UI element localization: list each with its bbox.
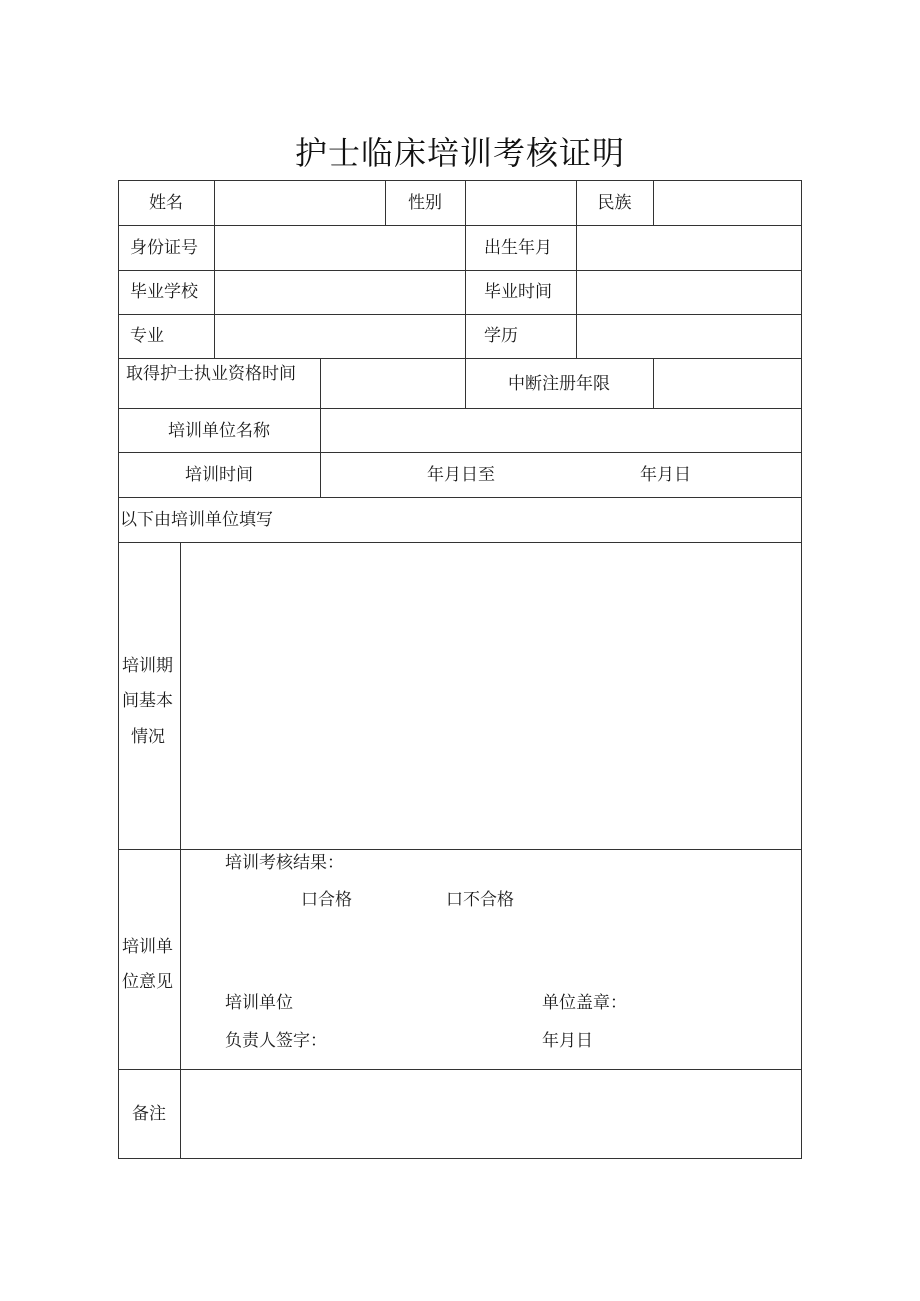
education-label: 学历 (484, 326, 518, 346)
remarks-field[interactable] (181, 1070, 801, 1158)
interrupted-registration-field[interactable] (654, 359, 801, 408)
page-title: 护士临床培训考核证明 (294, 134, 625, 172)
training-unit-name-label: 培训单位名称 (168, 421, 270, 441)
row-divider (118, 849, 802, 850)
interrupted-registration-label: 中断注册年限 (508, 374, 610, 394)
major-label: 专业 (130, 326, 164, 346)
row-divider (118, 497, 802, 498)
unit-seal-label: 单位盖章： (542, 993, 627, 1013)
row-divider (118, 452, 802, 453)
graduate-school-label: 毕业学校 (130, 282, 198, 302)
basic-situation-field[interactable] (181, 543, 801, 849)
signature-label: 负责人签字： (225, 1031, 327, 1051)
basic-situation-label-line2: 间基本 (122, 691, 173, 711)
birth-date-field[interactable] (577, 226, 801, 270)
major-field[interactable] (215, 315, 465, 358)
gender-field[interactable] (466, 181, 576, 225)
remarks-label: 备注 (132, 1104, 166, 1124)
opinion-date-label: 年月日 (542, 1031, 593, 1051)
gender-label: 性别 (408, 193, 442, 213)
fail-checkbox[interactable]: 口不合格 (446, 890, 514, 910)
table-border-bottom (118, 1158, 802, 1159)
graduation-time-field[interactable] (577, 271, 801, 314)
unit-opinion-label-line1: 培训单 (122, 937, 173, 957)
graduation-time-label: 毕业时间 (484, 282, 552, 302)
section-header: 以下由培训单位填写 (120, 510, 273, 530)
license-time-field[interactable] (321, 359, 465, 408)
education-field[interactable] (577, 315, 801, 358)
col-divider (465, 225, 466, 358)
ethnicity-field[interactable] (654, 181, 801, 225)
pass-checkbox[interactable]: 口合格 (301, 890, 352, 910)
id-number-field[interactable] (215, 226, 465, 270)
birth-date-label: 出生年月 (484, 238, 552, 258)
result-label: 培训考核结果： (225, 853, 344, 873)
training-time-label: 培训时间 (185, 465, 253, 485)
graduate-school-field[interactable] (215, 271, 465, 314)
license-time-label: 取得护士执业资格时间 (126, 364, 296, 384)
name-label: 姓名 (149, 193, 183, 213)
table-border-right (801, 180, 802, 1159)
table-border-left (118, 180, 119, 1159)
training-unit-name-field[interactable] (321, 409, 801, 452)
ethnicity-label: 民族 (597, 193, 632, 213)
id-number-label: 身份证号 (130, 238, 198, 258)
name-field[interactable] (215, 181, 385, 225)
training-unit-label: 培训单位 (225, 993, 293, 1013)
unit-opinion-label-line2: 位意见 (122, 972, 173, 992)
basic-situation-label-line1: 培训期 (122, 656, 173, 676)
basic-situation-label-line3: 情况 (131, 727, 165, 747)
training-time-from: 年月日至 (427, 465, 495, 485)
training-time-to: 年月日 (640, 465, 691, 485)
